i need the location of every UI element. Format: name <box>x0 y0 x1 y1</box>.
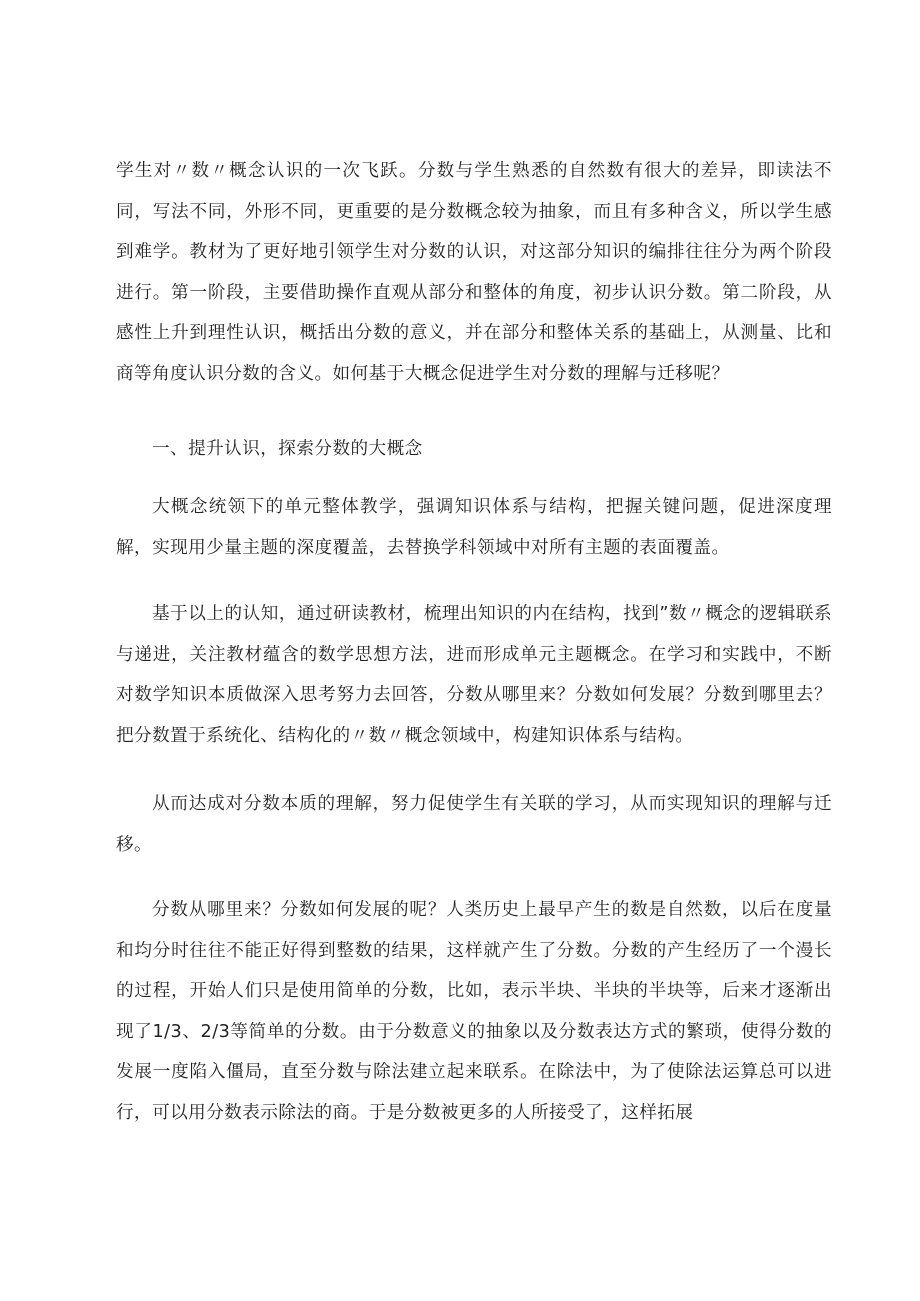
body-paragraph-1: 学生对〃数〃概念认识的一次飞跃。分数与学生熟悉的自然数有很大的差异，即读法不同，写法不同，外形不同，更重要的是分数概念较为抽象，而且有多种含义，所以学生感到难学。教材为了更好地引领学生对分数的认识，对这部分知识的编排往往分为两个阶段进行。第一阶段，主要借助操作直观从部分和整体的角度，初步认识分数。第二阶段，从感性上升到理性认识，概括出分数的意义，并在部分和整体关系的基础上，从测量、比和商等角度认识分数的含义。如何基于大概念促进学生对分数的理解与迁移呢？ <box>116 161 832 384</box>
body-paragraph-5: 分数从哪里来？分数如何发展的呢？人类历史上最早产生的数是自然数，以后在度量和均分时往往不能正好得到整数的结果，这样就产生了分数。分数的产生经历了一个漫长的过程，开始人们只是使用简单的分数，比如，表示半块、半块的半块等，后来才逐渐出现了1/3、2/3等简单的分数。由于分数意义的抽象以及分数表达方式的繁琐，使得分数的发展一度陷入僵局，直至分数与除法建立起来联系。在除法中，为了使除法运算总可以进行，可以用分数表示除法的商。于是分数被更多的人所接受了，这样拓展 <box>116 900 832 1123</box>
body-paragraph-2: 大概念统领下的单元整体教学，强调知识体系与结构，把握关键问题，促进深度理解，实现用少量主题的深度覆盖，去替换学科领域中对所有主题的表面覆盖。 <box>116 497 832 558</box>
section-heading: 一、提升认识，探索分数的大概念 <box>152 439 423 459</box>
body-paragraph-4: 从而达成对分数本质的理解，努力促使学生有关联的学习，从而实现知识的理解与迁移。 <box>116 794 832 855</box>
body-paragraph-3: 基于以上的认知，通过研读教材，梳理出知识的内在结构，找到”数〃概念的逻辑联系与递进，关注教材蕴含的数学思想方法，进而形成单元主题概念。在学习和实践中，不断对数学知识本质做深入思考努力去回答，分数从哪里来？分数如何发展？分数到哪里去？把分数置于系统化、结构化的〃数〃概念领域中，构建知识体系与结构。 <box>116 604 832 746</box>
